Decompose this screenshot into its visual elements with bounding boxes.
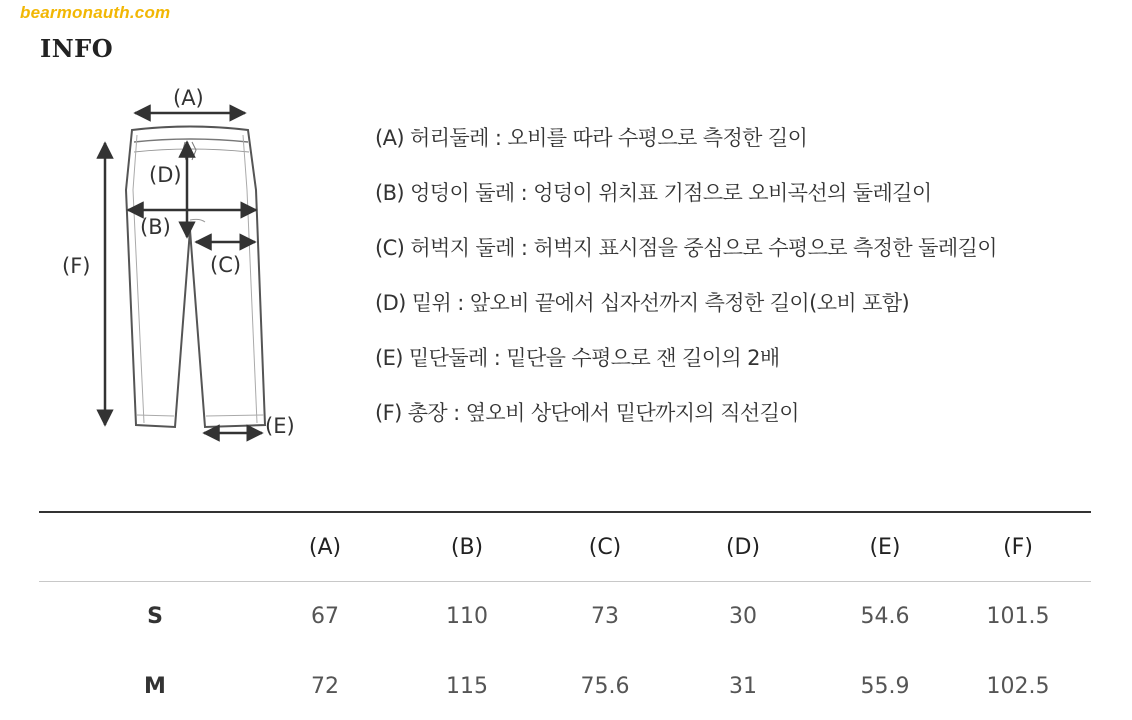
column-header-f: (F) xyxy=(1003,535,1033,560)
column-header-c: (C) xyxy=(588,535,622,560)
table-cell: 31 xyxy=(729,674,757,699)
waistband xyxy=(134,139,248,142)
table-cell: 101.5 xyxy=(986,604,1050,629)
label-a: (A) xyxy=(173,86,204,110)
measurement-definitions xyxy=(375,118,1125,448)
definition-a: (A) 허리둘레 : 오비를 따라 수평으로 측정한 길이 xyxy=(375,126,808,150)
pants-measurement-diagram xyxy=(40,80,330,450)
definition-e: (E) 밑단둘레 : 밑단을 수평으로 잰 길이의 2배 xyxy=(375,346,780,370)
table-cell: 75.6 xyxy=(580,674,630,699)
definition-f: (F) 총장 : 옆오비 상단에서 밑단까지의 직선길이 xyxy=(375,401,799,425)
definition-c: (C) 허벅지 둘레 : 허벅지 표시점을 중심으로 수평으로 측정한 둘레길이 xyxy=(375,236,997,260)
label-c: (C) xyxy=(210,253,242,277)
size-label-m: M xyxy=(144,674,166,699)
page-title: INFO xyxy=(40,34,114,63)
table-cell: 67 xyxy=(311,604,339,629)
table-top-rule xyxy=(39,511,1091,513)
definition-d: (D) 밑위 : 앞오비 끝에서 십자선까지 측정한 길이(오비 포함) xyxy=(375,291,910,315)
label-d: (D) xyxy=(149,163,182,187)
table-header-rule xyxy=(39,581,1091,582)
pants-outline xyxy=(126,127,265,428)
size-label-s: S xyxy=(147,604,163,629)
definition-b: (B) 엉덩이 둘레 : 엉덩이 위치표 기점으로 오비곡선의 둘레길이 xyxy=(375,181,932,205)
label-f: (F) xyxy=(62,254,91,278)
table-cell: 30 xyxy=(729,604,757,629)
column-header-e: (E) xyxy=(869,535,901,560)
column-header-a: (A) xyxy=(308,535,342,560)
table-cell: 72 xyxy=(311,674,339,699)
table-cell: 110 xyxy=(446,604,488,629)
table-cell: 115 xyxy=(446,674,488,699)
table-cell: 102.5 xyxy=(986,674,1050,699)
label-b: (B) xyxy=(140,215,171,239)
watermark: bearmonauth.com xyxy=(20,3,171,22)
column-header-d: (D) xyxy=(725,535,761,560)
column-header-b: (B) xyxy=(450,535,484,560)
table-cell: 73 xyxy=(591,604,619,629)
table-cell: 55.9 xyxy=(860,674,910,699)
label-e: (E) xyxy=(265,414,295,438)
table-cell: 54.6 xyxy=(860,604,910,629)
